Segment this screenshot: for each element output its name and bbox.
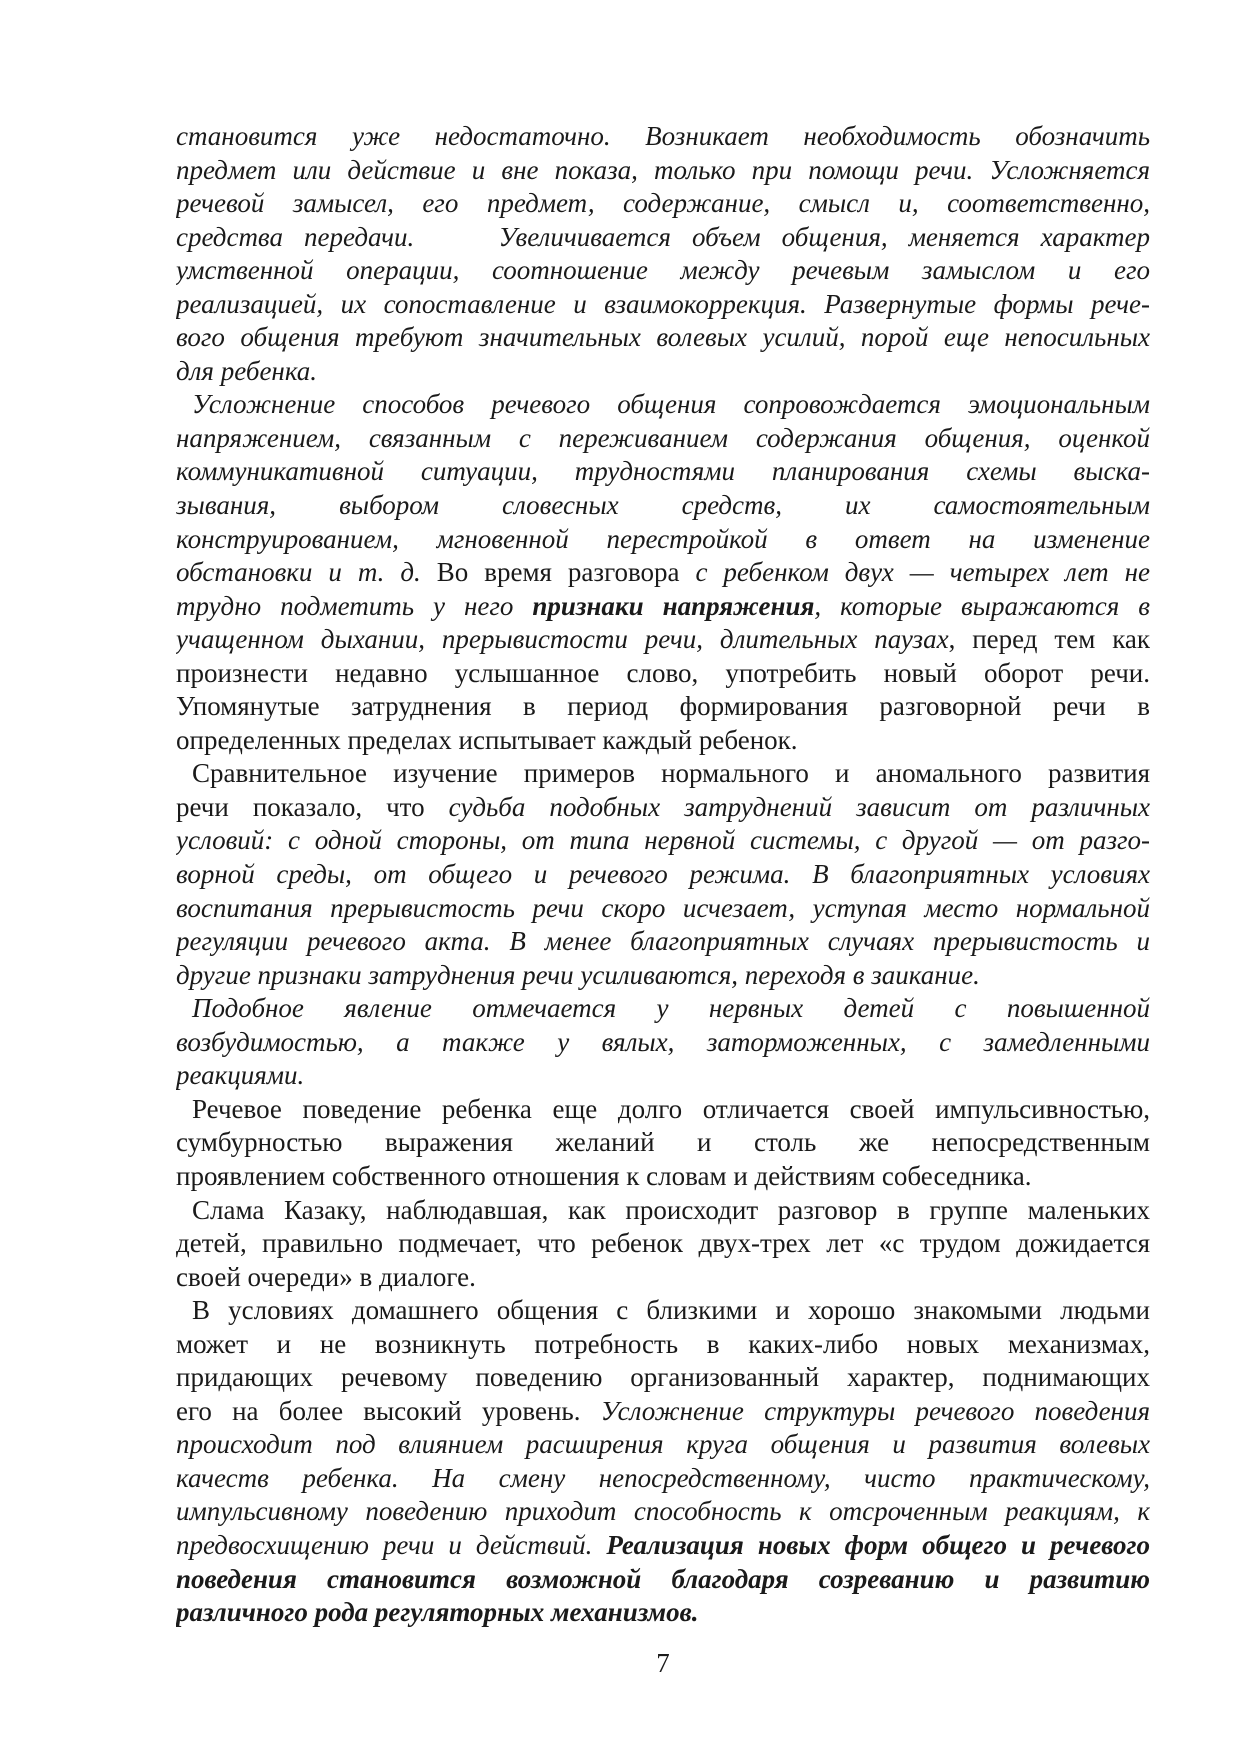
text-line — [176, 1361, 1150, 1395]
text-line — [176, 154, 1150, 188]
text-run: его на более высокий уровень. — [176, 1395, 601, 1426]
text-run: поведения становится возможной благодаря созреванию и развитию — [176, 1563, 1150, 1594]
text-run: условий: с одной стороны, от типа нервной системы, с другой — от разго- — [176, 825, 1150, 856]
text-run: , перед тем как — [948, 624, 1150, 655]
text-line — [176, 1194, 1150, 1228]
text-line — [176, 1462, 1150, 1496]
text-line — [176, 1227, 1150, 1261]
text-run: сумбурностью выражения желаний и столь же непосредственным — [176, 1127, 1150, 1158]
text-run: , которые выражаются в — [814, 590, 1150, 621]
text-run: В условиях домашнего общения с близкими и хорошо знакомыми людьми — [192, 1295, 1150, 1326]
text-line — [176, 690, 1150, 724]
text-run: Усложнение структуры речевого поведения — [600, 1395, 1150, 1426]
text-line — [176, 1261, 1150, 1295]
text-line — [176, 1428, 1150, 1462]
text-run: коммуникативной ситуации, трудностями планирования схемы выска- — [176, 456, 1150, 487]
text-run: придающих речевому поведению организованный характер, поднимающих — [176, 1362, 1150, 1393]
text-line — [176, 187, 1150, 221]
text-line — [176, 1093, 1150, 1127]
text-run: регуляции речевого акта. В менее благоприятных случаях прерывистость и — [176, 926, 1150, 957]
text-line — [176, 824, 1150, 858]
text-line — [176, 1026, 1150, 1060]
text-run: Упомянутые затруднения в период формирования разговорной речи в — [176, 691, 1150, 722]
text-run: другие признаки затруднения речи усиливаются, переходя в заикание. — [176, 959, 980, 990]
text-run: вого общения требуют значительных волевых усилий, порой еще непосильных — [176, 322, 1150, 353]
text-line — [176, 1328, 1150, 1362]
text-line — [176, 724, 1150, 758]
text-run: импульсивному поведению приходит способность к отсроченным реакциям, к — [176, 1496, 1150, 1527]
text-line — [176, 1563, 1150, 1597]
text-line — [176, 1126, 1150, 1160]
text-line — [176, 623, 1150, 657]
text-line — [176, 1059, 1150, 1093]
text-line — [176, 388, 1150, 422]
text-run: напряжением, связанным с переживанием содержания общения, оценкой — [176, 422, 1150, 453]
text-run: возбудимостью, а также у вялых, заторможенных, с замедленными — [176, 1026, 1150, 1057]
text-run: трудно подметить у него — [176, 590, 533, 621]
text-run: учащенном дыхании, прерывистости речи, длительных паузах — [176, 624, 949, 655]
text-line — [176, 523, 1150, 557]
text-line — [176, 1395, 1150, 1429]
text-run: происходит под влиянием расширения круга общения и развития волевых — [176, 1429, 1150, 1460]
text-run: предмет или действие и вне показа, только при помощи речи. Усложняется — [176, 154, 1150, 185]
text-run: качеств ребенка. На смену непосредственному, чисто практическому, — [176, 1462, 1150, 1493]
text-run: определенных пределах испытывает каждый ребенок. — [176, 724, 798, 755]
text-line — [176, 1495, 1150, 1529]
text-line — [176, 254, 1150, 288]
body-text — [176, 120, 1150, 1630]
text-run: различного рода регуляторных механизмов. — [176, 1597, 699, 1628]
text-run: речевой замысел, его предмет, содержание, смысл и, соответственно, — [176, 188, 1150, 219]
text-run: детей, правильно подмечает, что ребенок двух-трех лет «с трудом дожидается — [176, 1228, 1150, 1259]
text-line — [176, 657, 1150, 691]
text-line — [176, 791, 1150, 825]
text-run: признаки напряжения — [532, 590, 815, 621]
text-line — [176, 959, 1150, 993]
text-run: проявлением собственного отношения к словам и действиям собеседника. — [176, 1160, 1032, 1191]
text-line — [176, 858, 1150, 892]
text-run: становится уже недостаточно. Возникает необходимость обозначить — [176, 121, 1150, 151]
text-line — [176, 489, 1150, 523]
text-run: зывания, выбором словесных средств, их самостоятельным — [176, 490, 1150, 521]
text-line — [176, 288, 1150, 322]
text-run: умственной операции, соотношение между речевым замыслом и его — [176, 255, 1150, 286]
text-run: воспитания прерывистость речи скоро исчезает, уступая место нормальной — [176, 892, 1150, 923]
text-line — [176, 221, 1150, 255]
text-run: реализацией, их сопоставление и взаимокоррекция. Развернутые формы рече- — [176, 288, 1150, 319]
text-line — [176, 925, 1150, 959]
text-run: своей очереди» в диалоге. — [176, 1261, 476, 1292]
text-run: Речевое поведение ребенка еще долго отличается своей импульсивностью, — [192, 1093, 1150, 1124]
text-run: Реализация новых форм общего и речевого — [606, 1529, 1150, 1560]
text-line — [176, 892, 1150, 926]
text-run: ворной среды, от общего и речевого режима. В благоприятных условиях — [176, 859, 1150, 890]
text-line — [176, 321, 1150, 355]
text-run: судьба подобных затруднений зависит от различных — [448, 791, 1150, 822]
text-run: Подобное явление отмечается у нервных детей с повышенной — [192, 993, 1150, 1024]
text-line — [176, 590, 1150, 624]
text-line — [176, 422, 1150, 456]
text-run: конструированием, мгновенной перестройкой в ответ на изменение — [176, 523, 1150, 554]
text-line — [176, 455, 1150, 489]
text-line — [176, 757, 1150, 791]
text-run: Усложнение способов речевого общения сопровождается эмоциональным — [192, 389, 1150, 420]
text-run: может и не возникнуть потребность в каких-либо новых механизмах, — [176, 1328, 1150, 1359]
page-number: 7 — [656, 1648, 670, 1678]
text-run: реакциями. — [176, 1060, 305, 1091]
text-run: средства передачи. Увеличивается объем общения, меняется характер — [176, 221, 1150, 252]
text-run: предвосхищению речи и действий. — [176, 1529, 607, 1560]
text-run: произнести недавно услышанное слово, употребить новый оборот речи. — [176, 657, 1150, 688]
text-run: с ребенком двух — четырех лет не — [695, 557, 1150, 588]
text-line — [176, 1596, 1150, 1630]
text-run: Слама Казаку, наблюдавшая, как происходит разговор в группе маленьких — [192, 1194, 1150, 1225]
text-run: Сравнительное изучение примеров нормального и аномального развития — [192, 758, 1150, 789]
text-line — [176, 120, 1150, 154]
text-line — [176, 355, 1150, 389]
text-run: для ребенка. — [176, 355, 318, 386]
text-line — [176, 1160, 1150, 1194]
text-line — [176, 992, 1150, 1026]
text-line — [176, 1529, 1150, 1563]
text-line — [176, 556, 1150, 590]
text-line — [176, 1294, 1150, 1328]
text-run: обстановки и т. д. — [176, 557, 421, 588]
text-run: Во время разговора — [420, 557, 696, 588]
text-run: речи показало, что — [176, 791, 449, 822]
